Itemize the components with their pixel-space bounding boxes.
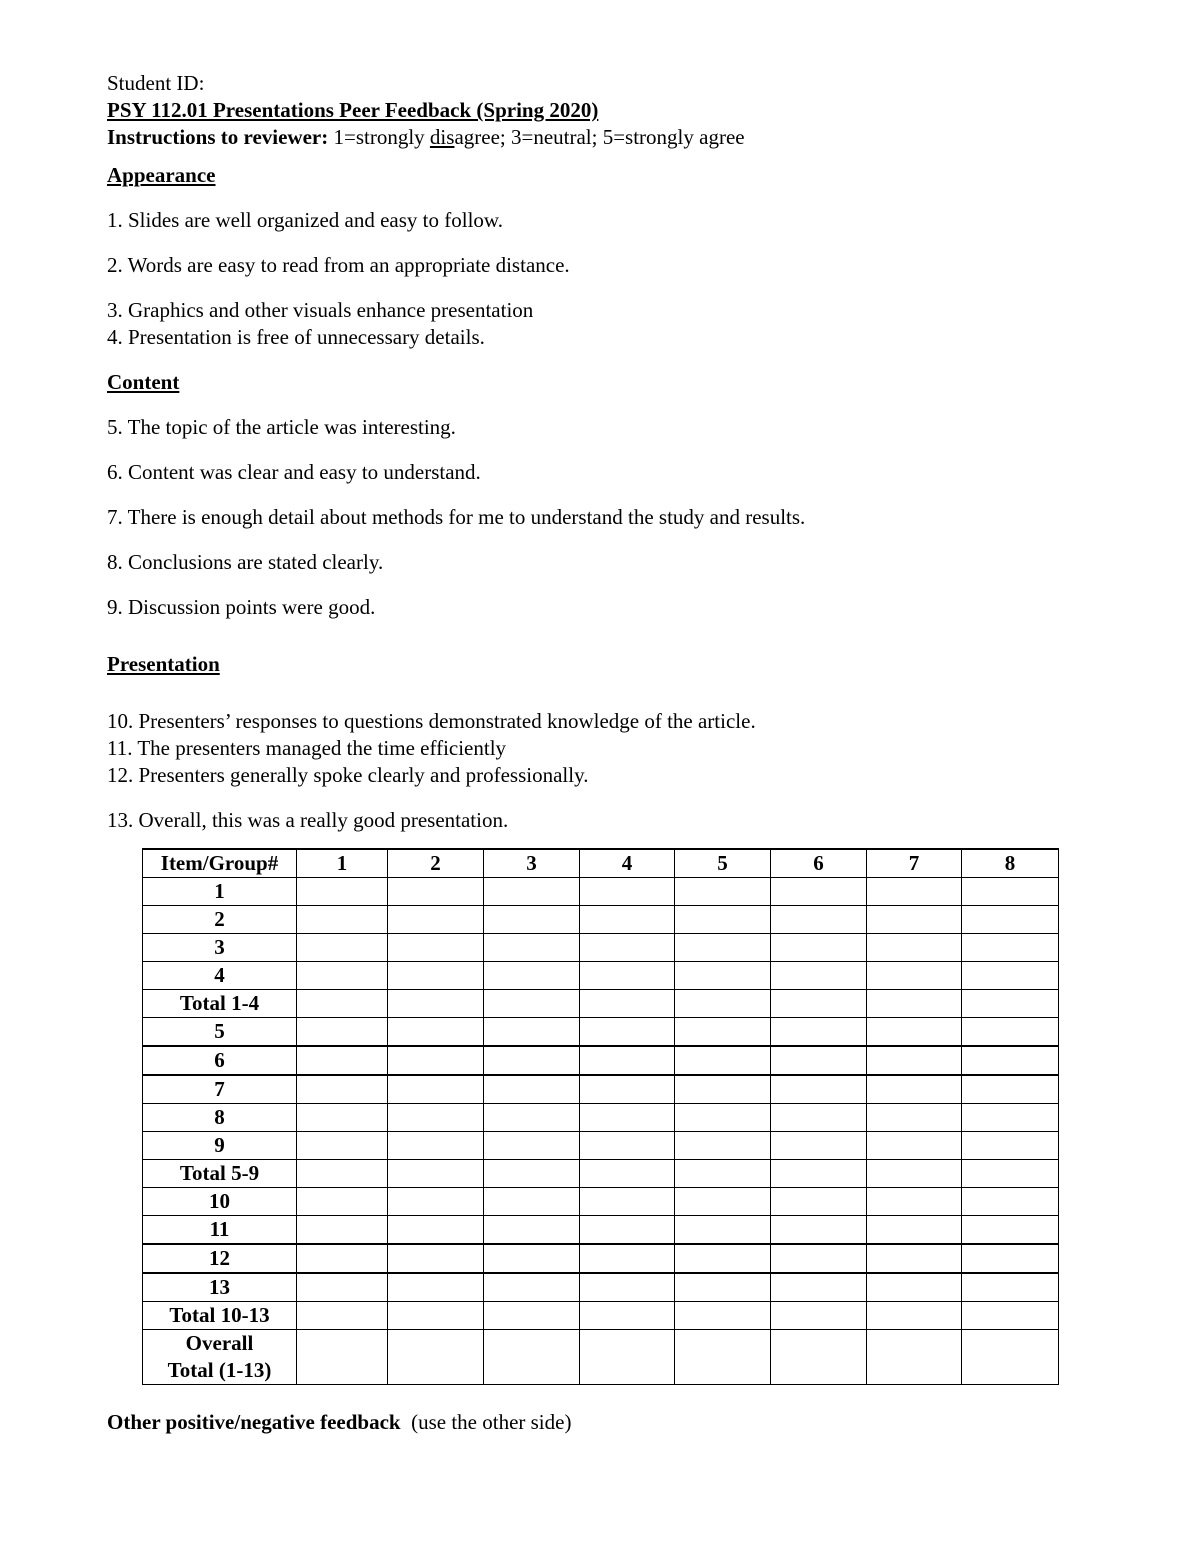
score-cell[interactable] xyxy=(867,1046,962,1075)
header-group-4: 4 xyxy=(580,849,675,878)
page-title: PSY 112.01 Presentations Peer Feedback (Spring 2020) xyxy=(107,98,599,122)
score-cell[interactable] xyxy=(962,1132,1059,1160)
header-item-group: Item/Group# xyxy=(143,849,297,878)
student-id-label: Student ID: xyxy=(107,71,205,95)
item-3: 3. Graphics and other visuals enhance presentation xyxy=(107,298,534,322)
score-cell[interactable] xyxy=(580,1018,675,1047)
score-cell[interactable] xyxy=(771,1244,867,1273)
instructions-pre: 1=strongly xyxy=(328,125,430,149)
score-cell[interactable] xyxy=(388,1302,484,1330)
score-cell[interactable] xyxy=(297,1104,388,1132)
header-group-1: 1 xyxy=(297,849,388,878)
score-cell[interactable] xyxy=(580,990,675,1018)
score-cell[interactable] xyxy=(867,1132,962,1160)
score-cell[interactable] xyxy=(771,1046,867,1075)
score-cell[interactable] xyxy=(484,1104,580,1132)
row-label: 5 xyxy=(143,1018,297,1047)
overall-line-1: Overall xyxy=(185,1331,254,1355)
score-cell[interactable] xyxy=(580,962,675,990)
score-cell[interactable] xyxy=(962,962,1059,990)
score-cell[interactable] xyxy=(962,1216,1059,1245)
row-label: 8 xyxy=(143,1104,297,1132)
score-cell[interactable] xyxy=(484,1132,580,1160)
scoring-table xyxy=(142,848,1059,1385)
feedback-form xyxy=(107,70,1087,834)
score-cell[interactable] xyxy=(675,1160,771,1188)
score-cell[interactable] xyxy=(297,878,388,906)
score-cell[interactable] xyxy=(580,1075,675,1104)
score-cell[interactable] xyxy=(388,1018,484,1047)
score-cell[interactable] xyxy=(867,990,962,1018)
score-cell[interactable] xyxy=(484,1188,580,1216)
score-cell[interactable] xyxy=(771,1273,867,1302)
header-group-5: 5 xyxy=(675,849,771,878)
score-cell[interactable] xyxy=(867,1302,962,1330)
score-cell[interactable] xyxy=(580,1216,675,1245)
header-group-6: 6 xyxy=(771,849,867,878)
score-cell[interactable] xyxy=(580,1273,675,1302)
score-cell[interactable] xyxy=(962,1244,1059,1273)
score-cell[interactable] xyxy=(867,906,962,934)
score-cell[interactable] xyxy=(771,1330,867,1385)
score-cell[interactable] xyxy=(484,1244,580,1273)
score-cell[interactable] xyxy=(484,1160,580,1188)
score-cell[interactable] xyxy=(771,962,867,990)
score-cell[interactable] xyxy=(675,906,771,934)
score-cell[interactable] xyxy=(484,990,580,1018)
score-cell[interactable] xyxy=(962,990,1059,1018)
score-cell[interactable] xyxy=(675,1244,771,1273)
item-12: 12. Presenters generally spoke clearly and professionally. xyxy=(107,763,589,787)
score-cell[interactable] xyxy=(484,878,580,906)
score-cell[interactable] xyxy=(962,934,1059,962)
score-cell[interactable] xyxy=(297,934,388,962)
score-cell[interactable] xyxy=(484,1075,580,1104)
table-row xyxy=(143,1216,1059,1245)
score-cell[interactable] xyxy=(962,1330,1059,1385)
item-10: 10. Presenters’ responses to questions demonstrated knowledge of the article. xyxy=(107,709,756,733)
score-cell[interactable] xyxy=(675,1302,771,1330)
score-cell[interactable] xyxy=(388,1104,484,1132)
score-cell[interactable] xyxy=(675,1046,771,1075)
row-label: 9 xyxy=(143,1132,297,1160)
row-label: 1 xyxy=(143,878,297,906)
item-7: 7. There is enough detail about methods for me to understand the study and results. xyxy=(107,505,806,529)
score-cell[interactable] xyxy=(675,1075,771,1104)
score-cell[interactable] xyxy=(962,1273,1059,1302)
row-label: 2 xyxy=(143,906,297,934)
footer-hint: (use the other side) xyxy=(400,1410,572,1434)
score-cell[interactable] xyxy=(484,1216,580,1245)
item-1: 1. Slides are well organized and easy to follow. xyxy=(107,208,503,232)
row-label: 4 xyxy=(143,962,297,990)
section-heading-content: Content xyxy=(107,370,180,394)
instructions-underlined: dis xyxy=(429,125,455,149)
header-group-8: 8 xyxy=(962,849,1059,878)
score-cell[interactable] xyxy=(771,1075,867,1104)
score-cell[interactable] xyxy=(388,1132,484,1160)
item-4: 4. Presentation is free of unnecessary details. xyxy=(107,325,485,349)
table-row xyxy=(143,1046,1059,1075)
header-group-2: 2 xyxy=(388,849,484,878)
row-label: Total 10-13 xyxy=(143,1302,297,1330)
score-cell[interactable] xyxy=(484,1330,580,1385)
score-cell[interactable] xyxy=(388,1046,484,1075)
score-cell[interactable] xyxy=(675,1018,771,1047)
score-cell[interactable] xyxy=(675,990,771,1018)
row-label: Total 5-9 xyxy=(143,1160,297,1188)
score-cell[interactable] xyxy=(580,1132,675,1160)
table-row xyxy=(143,1018,1059,1047)
score-cell[interactable] xyxy=(771,990,867,1018)
score-cell[interactable] xyxy=(867,1160,962,1188)
score-cell[interactable] xyxy=(580,1330,675,1385)
score-cell[interactable] xyxy=(297,1018,388,1047)
item-9: 9. Discussion points were good. xyxy=(107,595,376,619)
score-cell[interactable] xyxy=(297,962,388,990)
item-6: 6. Content was clear and easy to understand. xyxy=(107,460,481,484)
score-cell[interactable] xyxy=(962,1046,1059,1075)
score-cell[interactable] xyxy=(484,1018,580,1047)
score-cell[interactable] xyxy=(580,1244,675,1273)
score-cell[interactable] xyxy=(484,1046,580,1075)
score-cell[interactable] xyxy=(297,1330,388,1385)
score-cell[interactable] xyxy=(675,1132,771,1160)
item-2: 2. Words are easy to read from an appropriate distance. xyxy=(107,253,570,277)
overall-line-2: Total (1-13) xyxy=(167,1358,272,1382)
score-cell[interactable] xyxy=(962,1075,1059,1104)
row-label-overall xyxy=(143,1330,297,1385)
score-cell[interactable] xyxy=(297,1075,388,1104)
score-cell[interactable] xyxy=(484,962,580,990)
score-cell[interactable] xyxy=(297,1273,388,1302)
item-8: 8. Conclusions are stated clearly. xyxy=(107,550,384,574)
table-row xyxy=(143,934,1059,962)
score-cell[interactable] xyxy=(962,1104,1059,1132)
score-cell[interactable] xyxy=(297,906,388,934)
score-cell[interactable] xyxy=(867,1330,962,1385)
row-label: 13 xyxy=(143,1273,297,1302)
score-cell[interactable] xyxy=(675,1188,771,1216)
table-row xyxy=(143,878,1059,906)
score-cell[interactable] xyxy=(297,1188,388,1216)
row-label: 3 xyxy=(143,934,297,962)
instructions-post: agree; 3=neutral; 5=strongly agree xyxy=(454,125,745,149)
score-cell[interactable] xyxy=(484,934,580,962)
score-cell[interactable] xyxy=(580,878,675,906)
table-row xyxy=(143,1188,1059,1216)
row-label: 7 xyxy=(143,1075,297,1104)
table-row xyxy=(143,1273,1059,1302)
score-cell[interactable] xyxy=(867,1075,962,1104)
item-11: 11. The presenters managed the time efficiently xyxy=(107,736,507,760)
row-label: 12 xyxy=(143,1244,297,1273)
score-cell[interactable] xyxy=(675,934,771,962)
score-cell[interactable] xyxy=(388,1216,484,1245)
score-cell[interactable] xyxy=(962,906,1059,934)
table-row xyxy=(143,1244,1059,1273)
score-cell[interactable] xyxy=(867,962,962,990)
footer-note xyxy=(107,1409,571,1436)
score-cell[interactable] xyxy=(580,1160,675,1188)
score-cell[interactable] xyxy=(867,1188,962,1216)
score-cell[interactable] xyxy=(771,906,867,934)
table-row xyxy=(143,962,1059,990)
table-header-row xyxy=(143,849,1059,878)
score-cell[interactable] xyxy=(771,1018,867,1047)
score-cell[interactable] xyxy=(388,1273,484,1302)
row-label: 6 xyxy=(143,1046,297,1075)
score-cell[interactable] xyxy=(388,1075,484,1104)
score-cell[interactable] xyxy=(388,962,484,990)
score-cell[interactable] xyxy=(867,878,962,906)
score-cell[interactable] xyxy=(962,1018,1059,1047)
score-cell[interactable] xyxy=(297,1244,388,1273)
score-cell[interactable] xyxy=(771,1216,867,1245)
score-cell[interactable] xyxy=(297,990,388,1018)
score-cell[interactable] xyxy=(962,1160,1059,1188)
score-cell[interactable] xyxy=(771,878,867,906)
score-cell[interactable] xyxy=(771,1188,867,1216)
score-cell[interactable] xyxy=(297,1132,388,1160)
score-cell[interactable] xyxy=(867,1244,962,1273)
section-heading-presentation: Presentation xyxy=(107,652,220,676)
header-group-3: 3 xyxy=(484,849,580,878)
score-cell[interactable] xyxy=(867,934,962,962)
score-cell[interactable] xyxy=(675,1104,771,1132)
item-13: 13. Overall, this was a really good presentation. xyxy=(107,808,509,832)
score-cell[interactable] xyxy=(484,1273,580,1302)
table-row-overall xyxy=(143,1330,1059,1385)
score-cell[interactable] xyxy=(580,1046,675,1075)
score-cell[interactable] xyxy=(388,1330,484,1385)
score-cell[interactable] xyxy=(297,1046,388,1075)
header-group-7: 7 xyxy=(867,849,962,878)
table-row xyxy=(143,1160,1059,1188)
table-row xyxy=(143,1104,1059,1132)
score-cell[interactable] xyxy=(484,906,580,934)
section-heading-appearance: Appearance xyxy=(107,163,216,187)
score-cell[interactable] xyxy=(675,1273,771,1302)
score-cell[interactable] xyxy=(297,1160,388,1188)
score-cell[interactable] xyxy=(580,934,675,962)
score-cell[interactable] xyxy=(771,1160,867,1188)
score-cell[interactable] xyxy=(771,1302,867,1330)
row-label: 11 xyxy=(143,1216,297,1245)
score-cell[interactable] xyxy=(388,934,484,962)
instructions-label: Instructions to reviewer: xyxy=(107,125,329,149)
score-cell[interactable] xyxy=(297,1302,388,1330)
score-cell[interactable] xyxy=(867,1273,962,1302)
row-label: Total 1-4 xyxy=(143,990,297,1018)
score-cell[interactable] xyxy=(580,1302,675,1330)
score-cell[interactable] xyxy=(675,1216,771,1245)
score-cell[interactable] xyxy=(771,934,867,962)
score-cell[interactable] xyxy=(675,1330,771,1385)
score-cell[interactable] xyxy=(867,1216,962,1245)
score-cell[interactable] xyxy=(867,1104,962,1132)
score-cell[interactable] xyxy=(962,878,1059,906)
score-cell[interactable] xyxy=(484,1302,580,1330)
instructions xyxy=(107,124,1087,151)
score-cell[interactable] xyxy=(388,990,484,1018)
score-cell[interactable] xyxy=(388,1244,484,1273)
score-cell[interactable] xyxy=(771,1132,867,1160)
row-label: 10 xyxy=(143,1188,297,1216)
score-cell[interactable] xyxy=(867,1018,962,1047)
score-cell[interactable] xyxy=(388,906,484,934)
score-cell[interactable] xyxy=(675,962,771,990)
score-cell[interactable] xyxy=(297,1216,388,1245)
score-cell[interactable] xyxy=(962,1302,1059,1330)
score-cell[interactable] xyxy=(962,1188,1059,1216)
score-cell[interactable] xyxy=(388,1160,484,1188)
score-cell[interactable] xyxy=(388,1188,484,1216)
score-cell[interactable] xyxy=(580,906,675,934)
score-cell[interactable] xyxy=(771,1104,867,1132)
score-cell[interactable] xyxy=(580,1104,675,1132)
table-row xyxy=(143,1302,1059,1330)
score-cell[interactable] xyxy=(580,1188,675,1216)
item-5: 5. The topic of the article was interesting. xyxy=(107,415,456,439)
footer-label: Other positive/negative feedback xyxy=(107,1410,401,1434)
score-cell[interactable] xyxy=(388,878,484,906)
score-cell[interactable] xyxy=(675,878,771,906)
table-row xyxy=(143,1132,1059,1160)
table-row xyxy=(143,1075,1059,1104)
table-row xyxy=(143,906,1059,934)
table-row xyxy=(143,990,1059,1018)
